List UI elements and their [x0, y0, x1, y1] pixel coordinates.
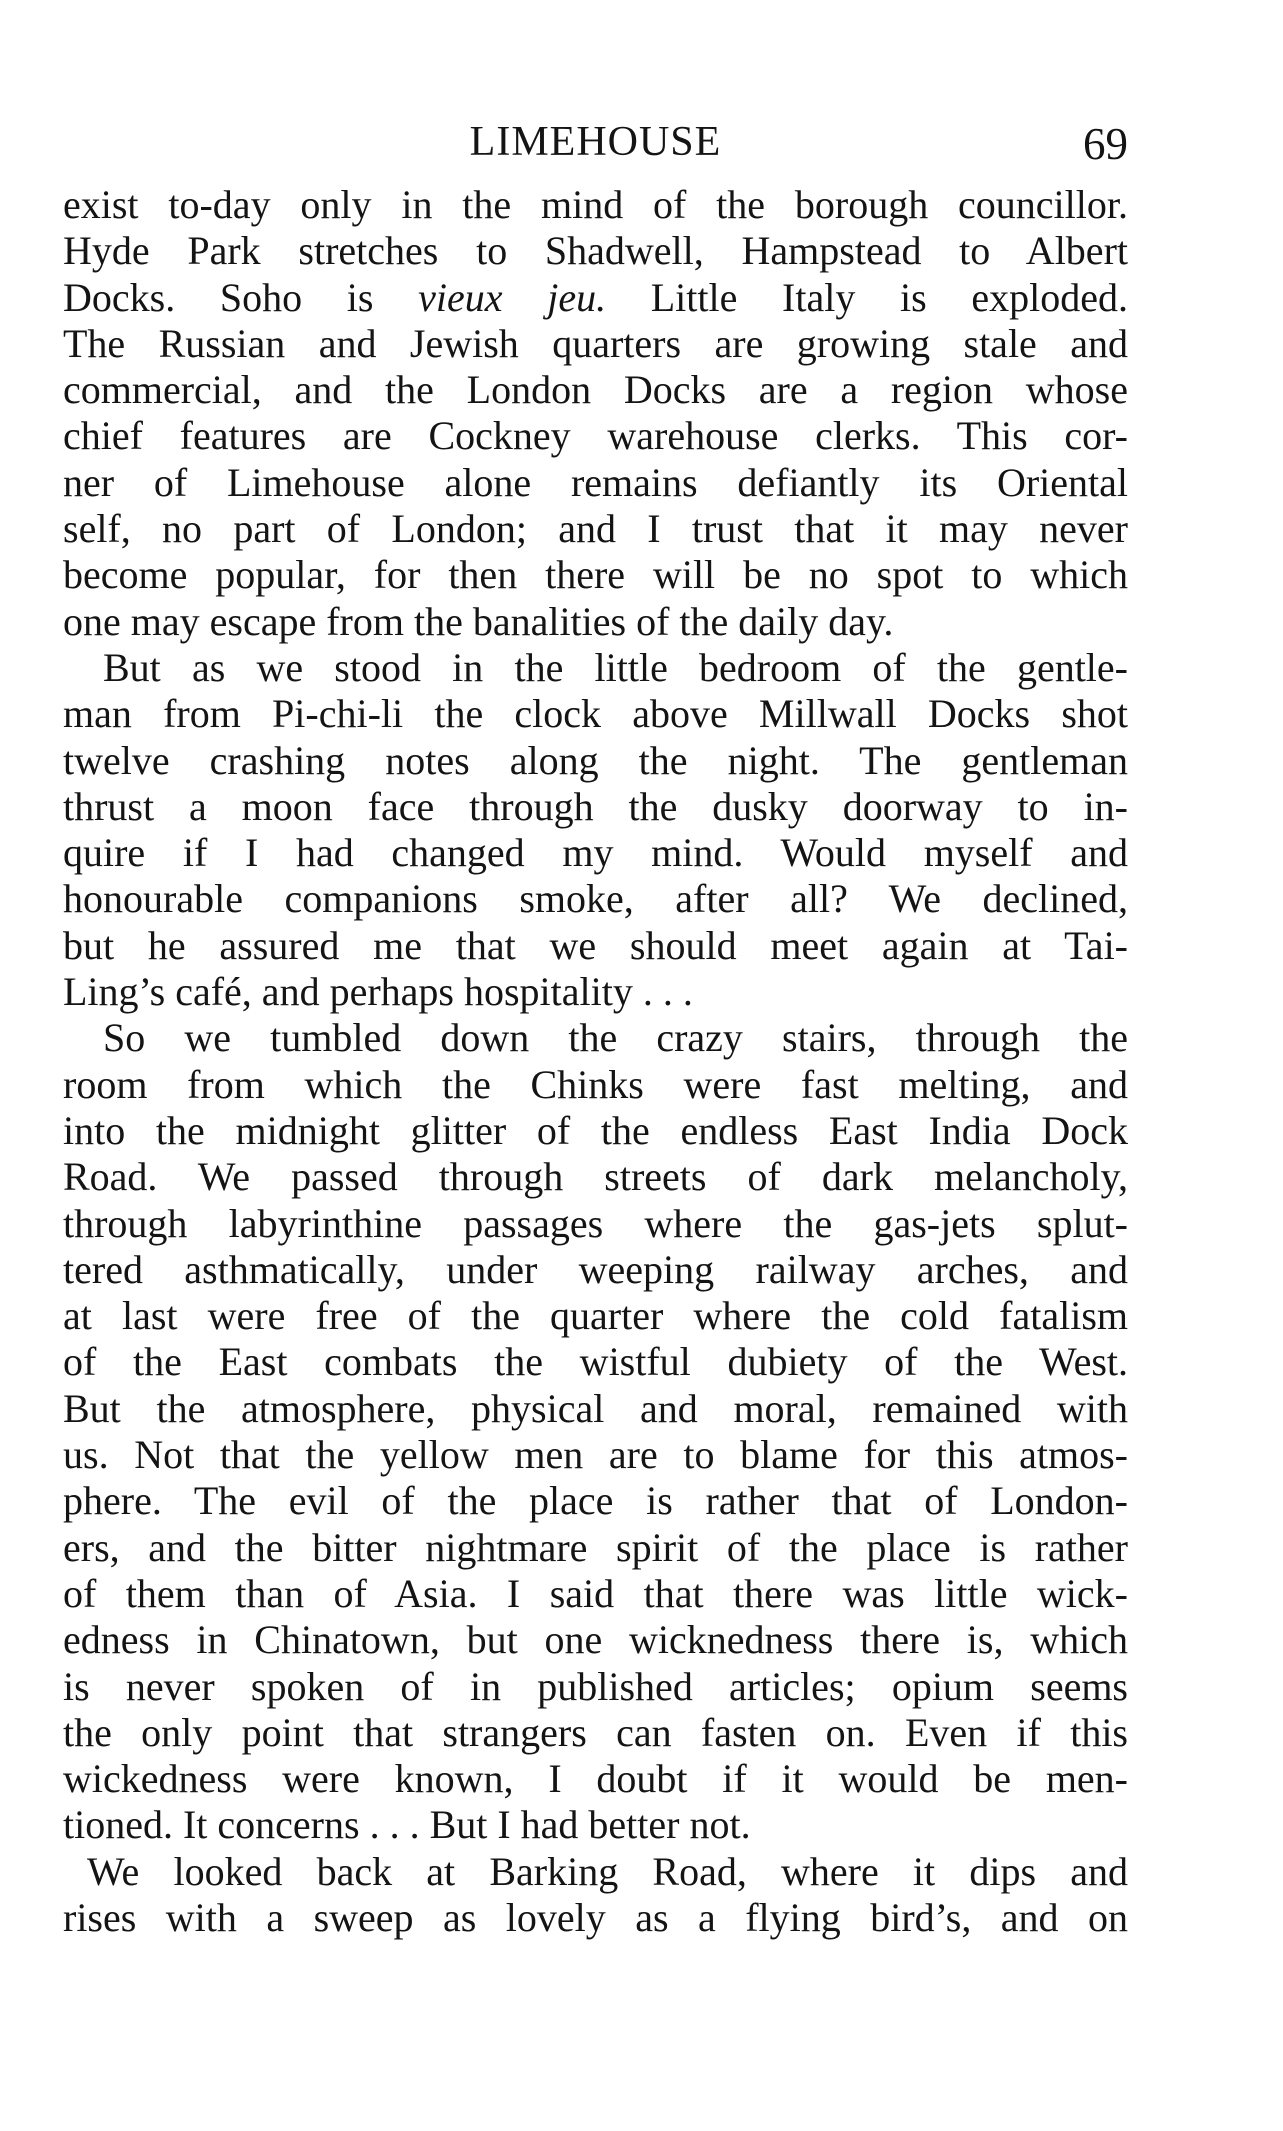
text-line: commercial, and the London Docks are a region whose [63, 367, 1128, 413]
text-line: is never spoken of in published articles; opium seems [63, 1663, 1128, 1709]
text-line: room from which the Chinks were fast melting, and [63, 1061, 1128, 1107]
text-line: at last were free of the quarter where the cold fatalism [63, 1293, 1128, 1339]
text-line: us. Not that the yellow men are to blame for this atmos- [63, 1432, 1128, 1478]
text-line: But the atmosphere, physical and moral, remained with [63, 1385, 1128, 1431]
text-line: of the East combats the wistful dubiety of the West. [63, 1339, 1128, 1385]
text-line: rises with a sweep as lovely as a flying bird’s, and on [63, 1894, 1128, 1940]
text-line: exist to-day only in the mind of the borough councillor. [63, 182, 1128, 227]
text-line: quire if I had changed my mind. Would myself and [63, 830, 1128, 876]
text-line: man from Pi-chi-li the clock above Millwall Docks shot [63, 691, 1128, 737]
text-line: into the midnight glitter of the endless East India Dock [63, 1107, 1128, 1153]
text-line: ers, and the bitter nightmare spirit of the place is rather [63, 1524, 1128, 1570]
page-number: 69 [1083, 119, 1128, 169]
running-header [63, 112, 1128, 172]
text-line: the only point that strangers can fasten on. Even if this [63, 1709, 1128, 1755]
text-line: honourable companions smoke, after all? We declined, [63, 876, 1128, 922]
text-line: Road. We passed through streets of dark melancholy, [63, 1154, 1128, 1200]
paragraph-start: But as we stood in the little bedroom of the gentle- [103, 644, 1128, 690]
text-line: but he assured me that we should meet again at Tai- [63, 922, 1128, 968]
text-line: become popular, for then there will be no spot to which [63, 552, 1128, 598]
text-line: Docks. Soho is vieux jeu. Little Italy is exploded. [63, 274, 1128, 320]
running-title: LIMEHOUSE [469, 119, 722, 165]
text-line: Ling’s café, and perhaps hospitality . . . [63, 969, 693, 1015]
italic-phrase: vieux jeu. [418, 274, 607, 320]
text-line: ner of Limehouse alone remains defiantly its Oriental [63, 459, 1128, 505]
body-text [63, 182, 1128, 1941]
text-line: through labyrinthine passages where the gas-jets splut- [63, 1200, 1128, 1246]
text-line: one may escape from the banalities of the daily day. [63, 598, 894, 644]
paragraph-start: We looked back at Barking Road, where it dips and [87, 1848, 1128, 1894]
text-line: edness in Chinatown, but one wicknedness there is, which [63, 1617, 1128, 1663]
text-line: wickedness were known, I doubt if it would be men- [63, 1756, 1128, 1802]
text-line: tioned. It concerns . . . But I had better not. [63, 1802, 751, 1848]
text-line: self, no part of London; and I trust that it may never [63, 506, 1128, 552]
text-line: Hyde Park stretches to Shadwell, Hampstead to Albert [63, 228, 1128, 274]
paragraph-start: So we tumbled down the crazy stairs, through the [103, 1015, 1128, 1061]
text-line: thrust a moon face through the dusky doorway to in- [63, 783, 1128, 829]
text-line: of them than of Asia. I said that there was little wick- [63, 1570, 1128, 1616]
text-line: phere. The evil of the place is rather that of London- [63, 1478, 1128, 1524]
text-line: tered asthmatically, under weeping railway arches, and [63, 1246, 1128, 1292]
text-line: chief features are Cockney warehouse clerks. This cor- [63, 413, 1128, 459]
text-line: The Russian and Jewish quarters are growing stale and [63, 320, 1128, 366]
text-line: twelve crashing notes along the night. The gentleman [63, 737, 1128, 783]
